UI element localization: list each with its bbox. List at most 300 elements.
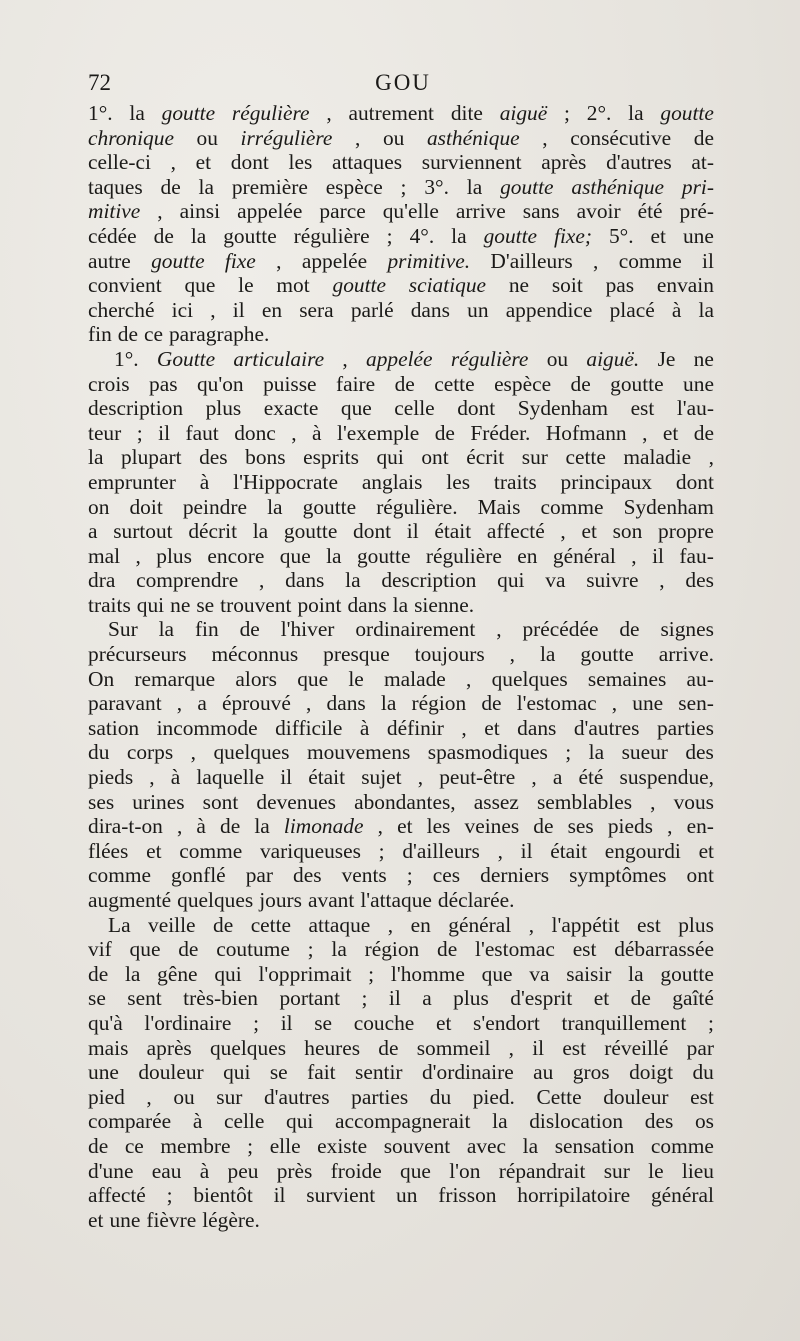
word: placé	[609, 297, 655, 322]
word: le	[238, 273, 254, 298]
word: crois	[88, 371, 130, 396]
word: sueur	[621, 740, 668, 765]
word: parties	[656, 715, 714, 740]
word: toujours	[414, 642, 485, 667]
word: comme	[618, 248, 682, 273]
word: il	[158, 420, 171, 445]
word: arrive	[455, 199, 506, 224]
word: ,	[276, 248, 282, 273]
word: fièvre	[146, 1207, 197, 1232]
word: ,	[176, 814, 183, 839]
word: principaux	[560, 469, 653, 494]
word: était	[550, 838, 588, 863]
word: quelques	[491, 666, 568, 691]
word: souvent	[383, 1133, 451, 1158]
word: peu	[227, 1158, 259, 1183]
word: dite	[450, 101, 483, 125]
word: jours	[259, 888, 302, 912]
word: que	[340, 396, 372, 421]
word: écrit	[466, 445, 505, 470]
word: ;	[378, 838, 385, 863]
text-line	[88, 667, 714, 692]
word: l'homme	[390, 961, 465, 986]
text-line	[88, 224, 714, 249]
word: et	[698, 838, 714, 863]
text-line	[88, 568, 714, 593]
word: ne	[693, 346, 714, 371]
word: semblables	[536, 789, 633, 814]
word: accompagnerait	[335, 1109, 471, 1134]
word: à	[199, 1158, 210, 1183]
word: dans	[410, 297, 450, 322]
word: couche	[353, 1010, 415, 1035]
word: cette	[565, 445, 606, 470]
word: Je	[657, 346, 676, 371]
word: ,	[593, 248, 599, 273]
word: appendice	[505, 297, 593, 322]
word: Fréder.	[470, 420, 531, 445]
word: teur	[88, 420, 122, 445]
word: de	[88, 1133, 109, 1158]
word: l'au-	[676, 396, 714, 421]
word: bons	[245, 445, 286, 470]
word: les	[446, 469, 471, 494]
word: dans	[285, 568, 325, 593]
word: ont	[421, 445, 449, 470]
word: ;	[307, 937, 314, 962]
word: a	[422, 986, 432, 1011]
word: remarque	[134, 666, 216, 691]
word: ;	[406, 863, 413, 888]
word: de	[220, 814, 241, 839]
word: la	[88, 445, 104, 470]
word: et	[650, 223, 666, 248]
word: à	[196, 814, 206, 839]
word: gonflé	[171, 863, 226, 888]
word: La	[108, 912, 131, 937]
text-line	[88, 1060, 714, 1085]
word: sera	[299, 297, 334, 322]
word: il	[702, 248, 714, 273]
word: affecté	[88, 1183, 146, 1208]
word: ,	[190, 740, 196, 765]
word: comme	[650, 1133, 714, 1158]
word: surtout	[113, 519, 173, 544]
word: ,	[659, 568, 665, 593]
word: dislocation	[529, 1109, 624, 1134]
word: été	[637, 199, 663, 224]
word: puisse	[263, 371, 317, 396]
word: fin	[88, 322, 112, 347]
word: ,	[355, 125, 361, 150]
word: 1°.	[88, 101, 113, 125]
word: ,	[149, 765, 155, 790]
word: de	[378, 1035, 399, 1060]
word: la	[326, 543, 342, 568]
word: ;	[253, 1010, 260, 1035]
word: son	[612, 519, 643, 544]
word: régulière.	[376, 494, 458, 519]
text-line	[88, 126, 714, 151]
word: mais	[88, 1035, 129, 1060]
text-line	[88, 199, 714, 224]
word: 5°.	[608, 223, 634, 248]
word: et	[435, 1010, 452, 1035]
word: 4°.	[409, 223, 435, 248]
word: les	[288, 150, 313, 175]
word: général	[650, 1183, 714, 1208]
word: de	[160, 174, 181, 199]
text-line	[88, 740, 714, 765]
word: et	[593, 986, 610, 1011]
word: tranquillement	[561, 1010, 687, 1035]
text-line	[88, 986, 714, 1011]
word: du	[88, 740, 110, 765]
word: abondantes,	[354, 789, 456, 814]
word: à	[359, 715, 370, 740]
word: sensation	[554, 1133, 635, 1158]
word: ne	[170, 592, 191, 617]
text-line	[88, 273, 714, 298]
word: été	[578, 765, 604, 790]
paragraph	[88, 913, 714, 1233]
word: que	[184, 273, 216, 298]
word: bientôt	[193, 1183, 253, 1208]
word: signes	[660, 617, 714, 642]
word: de	[434, 420, 455, 445]
word: devenues	[256, 789, 336, 814]
text-line	[88, 593, 714, 618]
text-line	[88, 765, 714, 790]
italic-word: articulaire	[233, 346, 325, 371]
word: qui	[286, 1109, 314, 1134]
text-line	[88, 372, 714, 397]
word: dira-t-on	[88, 814, 163, 839]
word: une	[88, 1060, 119, 1085]
word: de	[693, 420, 714, 445]
word: de	[153, 223, 174, 248]
word: sentir	[355, 1060, 403, 1085]
word: d'esprit	[510, 986, 573, 1011]
word: l'Hippocrate	[233, 469, 338, 494]
word: avoir	[576, 199, 621, 224]
italic-word: goutte	[151, 248, 205, 273]
word: et	[146, 838, 162, 863]
word: fau-	[679, 543, 714, 568]
word: espèce	[494, 371, 552, 396]
word: le	[648, 1158, 664, 1183]
text-line	[88, 937, 714, 962]
word: suivre	[586, 568, 639, 593]
word: la	[451, 223, 467, 248]
word: en	[410, 912, 431, 937]
word: plus	[453, 986, 489, 1011]
word: de	[481, 691, 502, 716]
word: ses	[88, 789, 115, 814]
word: veille	[148, 912, 196, 937]
word: que	[400, 1158, 431, 1183]
word: on	[88, 494, 110, 519]
word: ne	[508, 273, 530, 298]
word: des	[199, 445, 228, 470]
word: description	[381, 568, 477, 593]
page-header	[88, 70, 718, 100]
text-line	[88, 691, 714, 716]
word: symptômes	[569, 863, 667, 888]
word: légère.	[202, 1207, 260, 1232]
word: ,	[509, 642, 516, 667]
word: de	[437, 937, 458, 962]
word: la	[466, 174, 483, 199]
word: était	[434, 519, 472, 544]
word: ,	[667, 814, 673, 839]
text-line	[88, 888, 714, 913]
word: d'autres	[606, 150, 672, 175]
word: sur	[216, 1084, 243, 1109]
word: propre	[658, 519, 714, 544]
word: il	[280, 1010, 293, 1035]
text-line	[88, 839, 714, 864]
word: la	[522, 1133, 539, 1158]
word: ,	[170, 150, 176, 175]
word: de	[213, 912, 234, 937]
word: laquelle	[196, 765, 265, 790]
word: déclarée.	[437, 888, 515, 912]
word: plus	[205, 396, 242, 421]
text-line	[88, 101, 714, 126]
word: quelques	[177, 888, 254, 912]
word: qu'à	[88, 1010, 123, 1035]
paragraph	[88, 101, 714, 347]
word: exacte	[263, 396, 319, 421]
italic-word: asthénique	[571, 174, 665, 199]
text-line	[88, 298, 714, 323]
word: sur	[521, 445, 548, 470]
italic-word: irrégulière	[240, 125, 333, 150]
text-line	[88, 863, 714, 888]
word: l'estomac	[475, 937, 555, 962]
word: cherché	[88, 297, 155, 322]
word: 3°.	[424, 174, 449, 199]
word: de	[533, 814, 554, 839]
word: qu'on	[196, 371, 244, 396]
word: se	[196, 592, 215, 617]
word: en-	[686, 814, 714, 839]
word: qui	[376, 445, 404, 470]
word: ;	[166, 1183, 173, 1208]
word: ou	[382, 125, 405, 150]
word: l'ordinaire	[144, 1010, 232, 1035]
word: Mais	[477, 494, 521, 519]
word: gaîté	[672, 986, 714, 1011]
word: ordinairement	[355, 617, 476, 642]
word: consécutive	[570, 125, 672, 150]
word: ,	[306, 691, 312, 716]
word: ,	[377, 814, 383, 839]
word: parce	[319, 199, 366, 224]
word: attaques	[331, 150, 403, 175]
word: et	[88, 1207, 104, 1232]
word: comprendre	[136, 568, 239, 593]
word: du	[692, 1060, 714, 1085]
word: ;	[386, 223, 393, 248]
word: l'attaque	[360, 888, 432, 912]
word: une	[682, 223, 714, 248]
word: que	[129, 937, 161, 962]
word: attaque	[308, 912, 371, 937]
word: ,	[387, 912, 394, 937]
word: derniers	[480, 863, 550, 888]
word: s'endort	[473, 1010, 540, 1035]
word: dra	[88, 568, 116, 593]
text-line	[88, 716, 714, 741]
word: à	[192, 1109, 203, 1134]
word: ,	[531, 765, 537, 790]
word: mal	[88, 543, 121, 568]
word: il	[273, 1183, 286, 1208]
word: anglais	[361, 469, 423, 494]
italic-word: goutte	[660, 101, 714, 125]
word: ,	[417, 765, 424, 790]
paragraph	[88, 617, 714, 912]
word: l'appétit	[551, 912, 620, 937]
word: 1°.	[114, 346, 139, 371]
word: se	[314, 1010, 333, 1035]
word: coutume	[216, 937, 290, 962]
word: des	[685, 568, 714, 593]
word: ,	[708, 445, 714, 470]
word: fait	[307, 1060, 336, 1085]
word: appelée	[301, 248, 368, 273]
word: ,	[528, 912, 535, 937]
word: du	[429, 1084, 452, 1109]
word: comparée	[88, 1109, 172, 1134]
word: ;	[361, 986, 368, 1011]
word: ,	[342, 346, 348, 371]
text-line	[88, 396, 714, 421]
word: assez	[473, 789, 519, 814]
word: la	[628, 961, 644, 986]
word: dans	[326, 691, 366, 716]
word: veines	[464, 814, 520, 839]
italic-word: fixe;	[554, 223, 592, 248]
word: celle	[394, 396, 435, 421]
word: va	[529, 961, 550, 986]
word: taques	[88, 174, 143, 199]
word: pied.	[472, 1084, 515, 1109]
word: ou	[546, 346, 569, 371]
word: autre	[88, 248, 131, 273]
word: qui	[497, 568, 525, 593]
word: ,	[642, 420, 648, 445]
word: esprits	[303, 445, 359, 470]
word: incommode	[156, 715, 258, 740]
word: la	[124, 961, 141, 986]
paragraph	[88, 347, 714, 618]
word: il	[532, 1035, 545, 1060]
word: d'autres	[263, 1084, 330, 1109]
word: description	[88, 396, 184, 421]
word: région	[364, 937, 420, 962]
word: D'ailleurs	[490, 248, 573, 273]
word: emprunter	[88, 469, 176, 494]
word: et	[662, 420, 679, 445]
word: ,	[146, 1084, 152, 1109]
word: ;	[564, 101, 570, 125]
italic-word: goutte	[332, 273, 386, 298]
word: vif	[88, 937, 112, 962]
word: arrive.	[658, 642, 714, 667]
word: l'on	[449, 1158, 481, 1183]
italic-word: aiguë	[499, 101, 548, 125]
word: la	[129, 101, 145, 125]
word: est	[637, 912, 661, 937]
word: des	[685, 740, 714, 765]
italic-word: pri-	[681, 174, 714, 199]
word: at-	[691, 150, 714, 175]
word: faire	[335, 371, 376, 396]
word: ces	[432, 863, 461, 888]
word: la	[190, 223, 207, 248]
word: région	[411, 691, 467, 716]
word: celle	[223, 1109, 265, 1134]
word: peindre	[182, 494, 247, 519]
word: a	[552, 765, 563, 790]
italic-word: régulière	[231, 101, 310, 125]
word: peut-être	[439, 765, 516, 790]
word: faut	[185, 420, 219, 445]
word: régulière	[425, 543, 502, 568]
word: de	[394, 371, 415, 396]
word: une	[632, 691, 664, 716]
word: que	[279, 543, 311, 568]
word: vents	[341, 863, 387, 888]
word: celle-ci	[88, 150, 151, 175]
word: ;	[136, 420, 143, 445]
word: avant	[308, 888, 355, 912]
word: est	[690, 1084, 714, 1109]
word: ses	[567, 814, 594, 839]
text-line	[88, 1085, 714, 1110]
word: avec	[466, 1133, 507, 1158]
word: il	[280, 765, 293, 790]
word: goutte	[660, 961, 714, 986]
word: il	[652, 543, 664, 568]
word: et	[195, 150, 212, 175]
word: quelques	[213, 740, 290, 765]
word: que	[481, 961, 513, 986]
word: la	[380, 691, 397, 716]
italic-word: sciatique	[408, 273, 487, 298]
text-line	[88, 421, 714, 446]
word: qu'elle	[382, 199, 439, 224]
word: doit	[129, 494, 163, 519]
word: dans	[517, 715, 557, 740]
word: une	[683, 371, 714, 396]
word: doigt	[629, 1060, 674, 1085]
word: ce	[124, 1133, 144, 1158]
word: membre	[160, 1133, 231, 1158]
word: par	[686, 1035, 714, 1060]
word: urines	[132, 789, 185, 814]
text-line	[88, 962, 714, 987]
word: On	[88, 666, 115, 691]
word: ,	[210, 297, 216, 322]
text-line	[88, 322, 714, 347]
word: mot	[276, 273, 310, 298]
word: a	[88, 519, 98, 544]
word: parties	[351, 1084, 409, 1109]
